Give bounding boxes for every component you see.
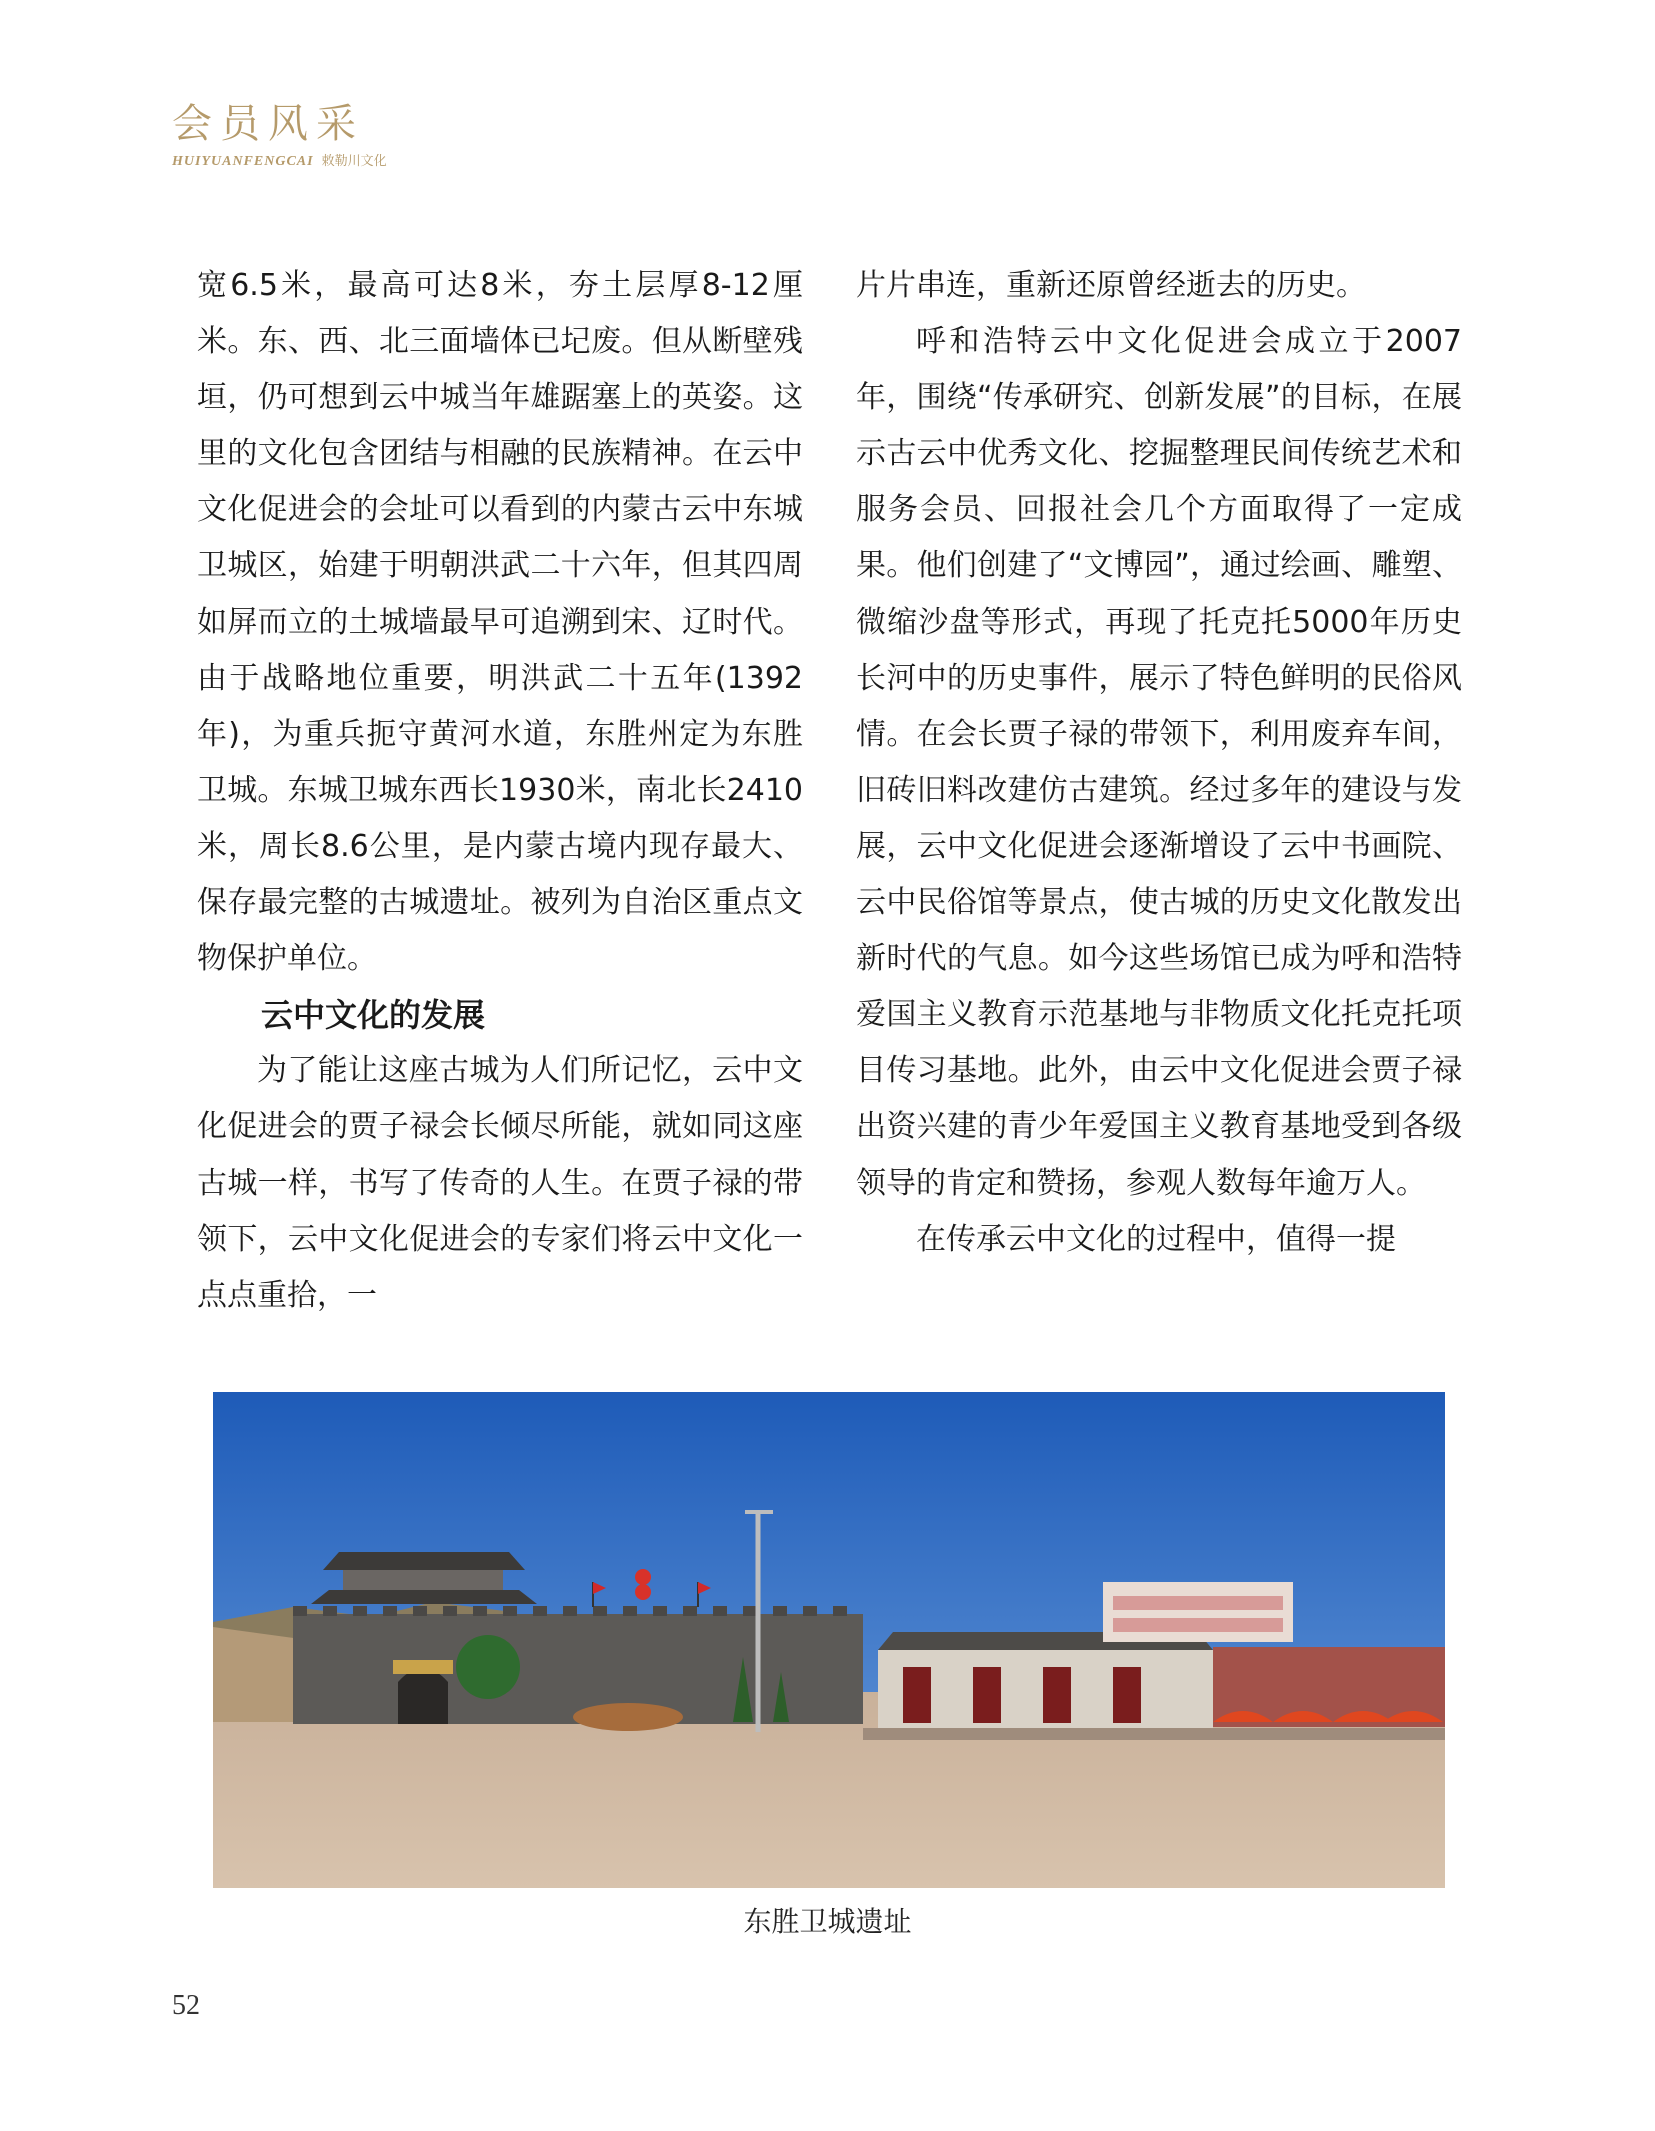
paragraph: 呼和浩特云中文化促进会成立于2007年，围绕“传承研究、创新发展”的目标，在展示古云中优秀文化、挖掘整理民间传统艺术和服务会员、回报社会几个方面取得了一定成果。他们创建了“文博园”，通过绘画、雕塑、微缩沙盘等形式，再现了托克托5000年历史长河中的历史事件，展示了特色鲜明的民俗风情。在会长贾子禄的带领下，利用废弃车间，旧砖旧料改建仿古建筑。经过多年的建设与发展，云中文化促进会逐渐增设了云中书画院、云中民俗馆等景点，使古城的历史文化散发出新时代的气息。如今这些场馆已成为呼和浩特爱国主义教育示范基地与非物质文化托克托项目传习基地。此外，由云中文化促进会贾子禄出资兴建的青少年爱国主义教育基地受到各级领导的肯定和赞扬，参观人数每年逾万人。: [856, 324, 1462, 1201]
page-number: 52: [172, 1990, 200, 2021]
paragraph: 为了能让这座古城为人们所记忆，云中文化促进会的贾子禄会长倾尽所能，就如同这座古城一样，书写了传奇的人生。在贾子禄的带领下，云中文化促进会的专家们将云中文化一点点重拾，一: [197, 1053, 803, 1313]
paragraph: 在传承云中文化的过程中，值得一提: [916, 1221, 1396, 1257]
article-left-column: [197, 258, 803, 1324]
subheading: 云中文化的发展: [261, 996, 486, 1035]
section-subtitle: [172, 150, 387, 170]
section-pinyin: HUIYUANFENGCAI: [172, 154, 314, 169]
paragraph: 宽6.5米，最高可达8米，夯土层厚8-12厘米。东、西、北三面墙体已圮废。但从断壁残垣，仍可想到云中城当年雄踞塞上的英姿。这里的文化包含团结与相融的民族精神。在云中文化促进会的会址可以看到的内蒙古云中东城卫城区，始建于明朝洪武二十六年，但其四周如屏而立的土城墙最早可追溯到宋、辽时代。由于战略地位重要，明洪武二十五年(1392年)，为重兵扼守黄河水道，东胜州定为东胜卫城。东城卫城东西长1930米，南北长2410米，周长8.6公里，是内蒙古境内现存最大、保存最完整的古城遗址。被列为自治区重点文物保护单位。: [197, 268, 803, 977]
paragraph: 片片串连，重新还原曾经逝去的历史。: [856, 268, 1366, 303]
brand-name: 敕勒川文化: [321, 154, 387, 169]
photo-caption: 东胜卫城遗址: [743, 1905, 912, 1938]
section-header: [172, 100, 387, 170]
dongsheng-wei-city-photo: [213, 1392, 1445, 1888]
section-title: 会员风采: [172, 101, 364, 147]
article-right-column: [856, 258, 1462, 1268]
